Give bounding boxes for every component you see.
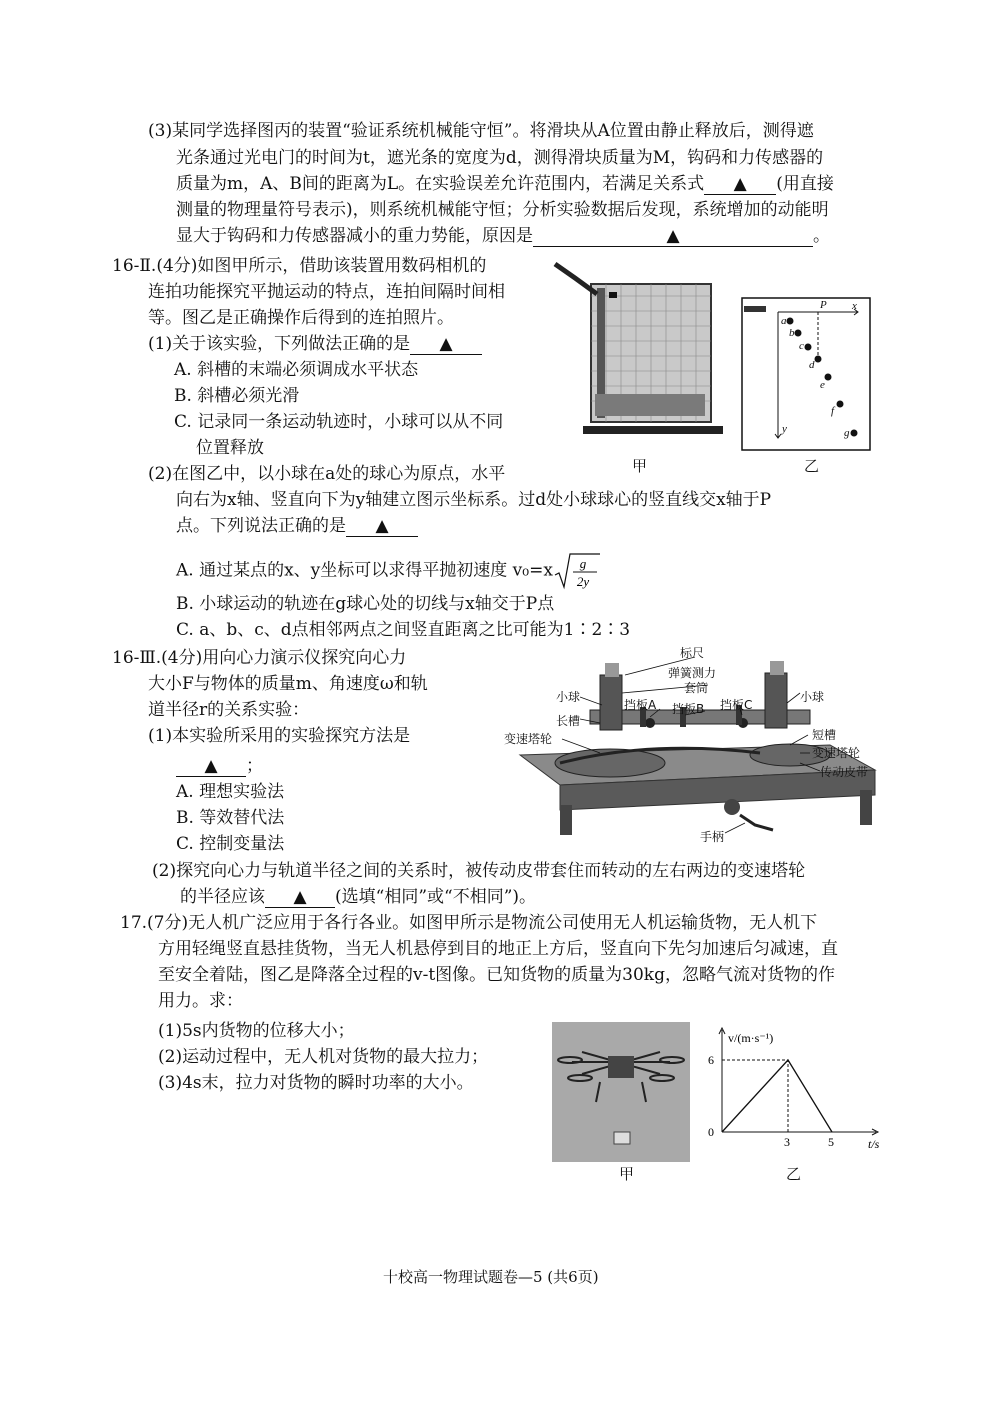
q16-2-opt-c-cont: 位置释放 <box>196 438 264 458</box>
axis-label-x: x <box>852 300 857 312</box>
q15-line5b: 。 <box>813 226 830 246</box>
q16-2-p1-text: (1)关于该实验，下列做法正确的是 <box>148 334 411 354</box>
q16-3-opt-a: A. 理想实验法 <box>176 782 285 802</box>
label-ball-left: 小球 <box>556 690 581 704</box>
q17-sub3: (3)4s末，拉力对货物的瞬时功率的大小。 <box>158 1073 474 1093</box>
q17-line2: 方用轻绳竖直悬挂货物，当无人机悬停到目的地正上方后，竖直向下先匀加速后匀减速，直 <box>158 939 838 959</box>
q15-line1: (3)某同学选择图丙的装置“验证系统机械能守恒”。将滑块从A位置由静止释放后，测得遮 <box>148 121 814 141</box>
q16-3-head: 16-Ⅲ.(4分)用向心力演示仪探究向心力 <box>112 648 407 668</box>
q16-2-p2c-text: 点。下列说法正确的是 <box>176 516 346 536</box>
label-short-slot: 短槽 <box>812 728 837 742</box>
answer-blank: ▲ <box>704 174 776 195</box>
figure-trajectory-photo <box>740 296 872 453</box>
q15-line3a: 质量为m，A、B间的距离为L。在实验误差允许范围内，若满足关系式 <box>176 174 705 194</box>
q16-2-head: 16-Ⅱ.(4分)如图甲所示，借助该装置用数码相机的 <box>112 256 487 276</box>
q16-3-p2c-text: (选填“相同”或“不相同”)。 <box>335 887 537 907</box>
q17-sub1: (1)5s内货物的位移大小； <box>158 1021 355 1041</box>
label-handle: 手柄 <box>700 830 725 844</box>
q15-line4: 测量的物理量符号表示)，则系统机械能守恒；分析实验数据后发现，系统增加的动能明 <box>176 200 829 220</box>
x-tick-label: 5 <box>828 1135 834 1149</box>
answer-blank: ▲ <box>265 887 335 908</box>
q16-2-line2: 连拍功能探究平抛运动的特点，连拍间隔时间相 <box>148 282 505 302</box>
page-footer: 十校高一物理试题卷—5 (共6页) <box>383 1268 599 1286</box>
label-spring: 弹簧测力 <box>668 666 717 680</box>
q15-line5 <box>176 223 830 249</box>
series-line <box>722 1060 832 1132</box>
q16-2-opt-a: A. 斜槽的末端必须调成水平状态 <box>174 360 419 380</box>
q15-line3b: (用直接 <box>776 174 834 194</box>
x-tick-label: 3 <box>784 1135 790 1149</box>
q16-2-opt-a2 <box>176 551 601 591</box>
label-wheel-right: 变速塔轮 <box>812 746 861 760</box>
point-label-d: d <box>809 359 815 371</box>
label-baffle-a: 挡板A <box>624 698 657 712</box>
vt-chart <box>700 1020 890 1155</box>
point-label-f: f <box>831 405 835 417</box>
point-label-c: c <box>799 340 804 352</box>
x-tick-label: 0 <box>708 1125 714 1139</box>
y-tick-label: 6 <box>708 1053 714 1067</box>
label-ruler: 标尺 <box>680 646 705 660</box>
q15-line5a: 显大于钩码和力传感器减小的重力势能，原因是 <box>176 226 533 246</box>
q16-2-p2c <box>176 513 418 539</box>
q16-2-p2b: 向右为x轴、竖直向下为y轴建立图示坐标系。过d处小球球心的竖直线交x轴于P <box>176 490 772 510</box>
label-belt: 传动皮带 <box>820 765 869 779</box>
answer-blank: ▲ <box>176 756 246 777</box>
answer-blank: ▲ <box>410 334 482 355</box>
q16-3-p2a: (2)探究向心力与轨道半径之间的关系时，被传动皮带套住而转动的左右两边的变速塔轮 <box>152 861 806 881</box>
q17-line3: 至安全着陆，图乙是降落全过程的v-t图像。已知货物的质量为30kg，忽略气流对货物的作 <box>158 965 835 985</box>
point-label-e: e <box>820 379 825 391</box>
semicolon: ； <box>246 756 263 776</box>
point-label-g: g <box>844 427 850 439</box>
answer-blank: ▲ <box>533 226 813 247</box>
fraction-denominator: 2y <box>576 574 590 589</box>
figure-centripetal-apparatus <box>500 645 890 845</box>
figure-drone-photo <box>552 1022 690 1162</box>
q17-sub2: (2)运动过程中，无人机对货物的最大拉力； <box>158 1047 489 1067</box>
figure-caption-jia: 甲 <box>619 1165 635 1183</box>
q16-3-p1-answer <box>176 753 263 779</box>
q15-line2: 光条通过光电门的时间为t，遮光条的宽度为d，测得滑块质量为M，钩码和力传感器的 <box>176 148 824 168</box>
point-label-a: a <box>781 315 787 327</box>
q16-2-opt-c2: C. a、b、c、d点相邻两点之间竖直距离之比可能为1∶2∶3 <box>176 620 631 640</box>
point-label-P: P <box>820 299 827 311</box>
q16-2-p1 <box>148 331 482 357</box>
q16-2-p2a: (2)在图乙中，以小球在a处的球心为原点，水平 <box>148 464 506 484</box>
q16-3-p2b-text: 的半径应该 <box>180 887 265 907</box>
q16-3-line3: 道半径r的关系实验： <box>148 700 310 720</box>
label-wheel-left: 变速塔轮 <box>504 732 553 746</box>
figure-caption-yi: 乙 <box>786 1165 802 1183</box>
figure-projectile-apparatus <box>553 256 728 444</box>
x-axis-label: t/s <box>868 1137 880 1151</box>
label-long-slot: 长槽 <box>556 714 581 728</box>
figure-caption-jia: 甲 <box>632 457 648 475</box>
q17-line1: 17.(7分)无人机广泛应用于各行各业。如图甲所示是物流公司使用无人机运输货物，无人机下 <box>120 913 818 933</box>
axis-label-y: y <box>782 423 787 435</box>
q16-2-opt-a2-text: A. 通过某点的x、y坐标可以求得平抛初速度 v₀=x <box>176 560 553 581</box>
q16-3-opt-c: C. 控制变量法 <box>176 834 285 854</box>
point-label-b: b <box>789 327 795 339</box>
q16-3-opt-b: B. 等效替代法 <box>176 808 285 828</box>
q16-3-p2b <box>180 884 536 910</box>
q16-2-opt-b: B. 斜槽必须光滑 <box>174 386 300 406</box>
y-axis-label: v/(m·s⁻¹) <box>728 1031 774 1045</box>
q16-3-p1: (1)本实验所采用的实验探究方法是 <box>148 726 411 746</box>
figure-caption-yi: 乙 <box>804 457 820 475</box>
fraction-numerator: g <box>579 556 587 571</box>
q15-line3 <box>176 171 834 197</box>
q16-2-opt-c: C. 记录同一条运动轨迹时，小球可以从不同 <box>174 412 504 432</box>
q17-line4: 用力。求： <box>158 991 243 1011</box>
q16-2-opt-b2: B. 小球运动的轨迹在g球心处的切线与x轴交于P点 <box>176 594 555 614</box>
label-sleeve: 套筒 <box>684 681 709 695</box>
label-baffle-c: 挡板C <box>720 698 753 712</box>
sqrt-fraction <box>553 551 601 591</box>
label-ball-right: 小球 <box>800 690 825 704</box>
label-baffle-b: 挡板B <box>672 702 705 716</box>
q16-3-line2: 大小F与物体的质量m、角速度ω和轨 <box>148 674 428 694</box>
answer-blank: ▲ <box>346 516 418 537</box>
q16-2-line3: 等。图乙是正确操作后得到的连拍照片。 <box>148 308 454 328</box>
